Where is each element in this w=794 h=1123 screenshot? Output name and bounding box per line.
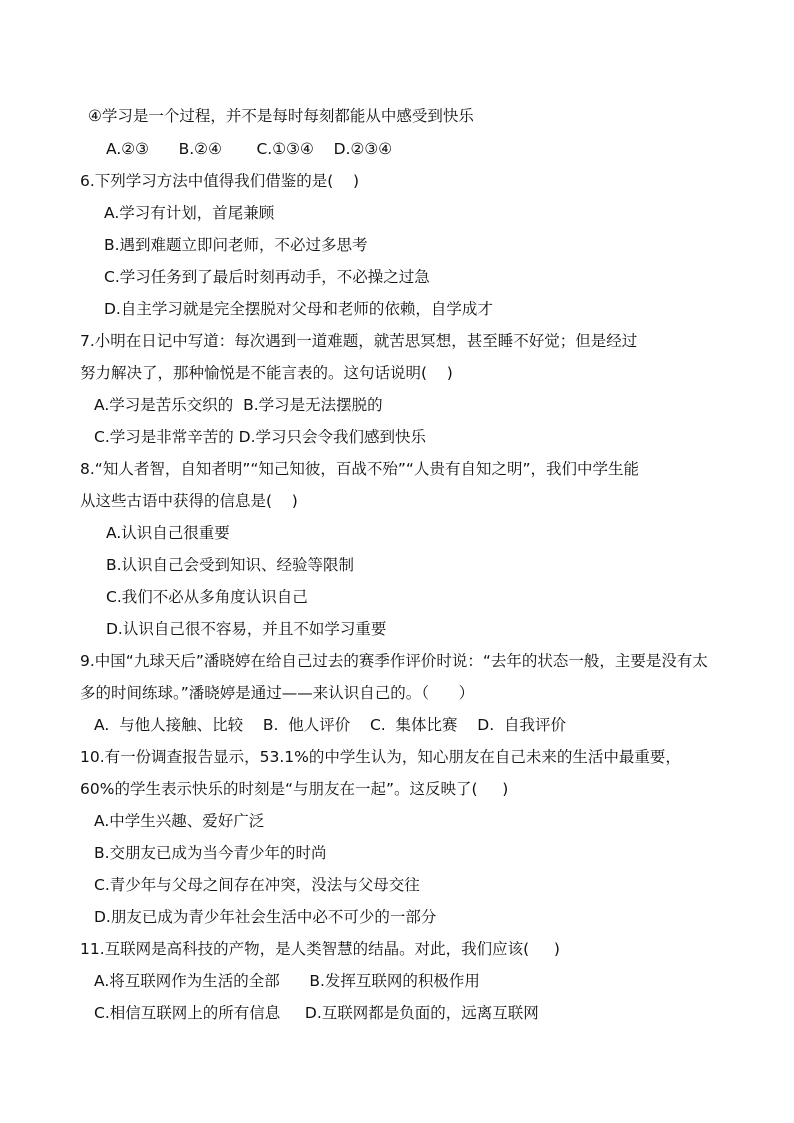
question-7-stem-line-2: 努力解决了，那种愉悦是不能言表的。这句话说明( ) <box>80 364 453 382</box>
question-8-stem-line-2: 从这些古语中获得的信息是( ) <box>80 492 298 510</box>
question-7-options-cd: C.学习是非常辛苦的 D.学习只会令我们感到快乐 <box>94 428 427 446</box>
question-11-options-cd: C.相信互联网上的所有信息 D.互联网都是负面的，远离互联网 <box>94 1004 539 1022</box>
question-10-option-a: A.中学生兴趣、爱好广泛 <box>94 812 265 830</box>
question-10-stem-line-2: 60%的学生表示快乐的时刻是“与朋友在一起”。这反映了( ) <box>80 780 509 798</box>
question-6-stem: 6.下列学习方法中值得我们借鉴的是( ) <box>80 172 360 190</box>
question-10-stem-line-1: 10.有一份调查报告显示，53.1%的中学生认为，知心朋友在自己未来的生活中最重要， <box>80 748 681 766</box>
question-6-option-b: B.遇到难题立即问老师，不必过多思考 <box>104 236 368 254</box>
question-8-option-b: B.认识自己会受到知识、经验等限制 <box>106 556 355 574</box>
question-10-option-d: D.朋友已成为青少年社会生活中必不可少的一部分 <box>94 908 437 926</box>
question-8-option-a: A.认识自己很重要 <box>106 524 230 542</box>
question-11-options-ab: A.将互联网作为生活的全部 B.发挥互联网的积极作用 <box>94 972 480 990</box>
question-10-option-c: C.青少年与父母之间存在冲突，没法与父母交往 <box>94 876 420 894</box>
question-9-stem-line-2: 多的时间练球。”潘晓婷是通过——来认识自己的。（ ） <box>80 684 475 702</box>
question-9-options: A. 与他人接触、比较 B. 他人评价 C. 集体比赛 D. 自我评价 <box>94 716 566 734</box>
question-6-option-c: C.学习任务到了最后时刻再动手，不必操之过急 <box>104 268 430 286</box>
question-10-option-b: B.交朋友已成为当今青少年的时尚 <box>94 844 327 862</box>
question-8-option-d: D.认识自己很不容易，并且不如学习重要 <box>106 620 387 638</box>
question-9-stem-line-1: 9.中国“九球天后”潘晓婷在给自己过去的赛季作评价时说：“去年的状态一般，主要是没有太 <box>80 652 708 670</box>
question-11-stem: 11.互联网是高科技的产物，是人类智慧的结晶。对此，我们应该( ) <box>80 940 560 958</box>
question-7-options-ab: A.学习是苦乐交织的 B.学习是无法摆脱的 <box>94 396 383 414</box>
question-6-option-d: D.自主学习就是完全摆脱对父母和老师的依赖，自学成才 <box>104 300 493 318</box>
question-6-option-a: A.学习有计划，首尾兼顾 <box>104 204 275 222</box>
question-7-stem-line-1: 7.小明在日记中写道：每次遇到一道难题，就苦思冥想，甚至睡不好觉；但是经过 <box>80 332 638 350</box>
question-5-statement-4: ④学习是一个过程，并不是每时每刻都能从中感受到快乐 <box>88 107 474 125</box>
question-8-stem-line-1: 8.“知人者智，自知者明”“知己知彼，百战不殆”“人贵有自知之明”，我们中学生能 <box>80 460 639 478</box>
question-8-option-c: C.我们不必从多角度认识自己 <box>106 588 308 606</box>
question-5-options: A.②③ B.②④ C.①③④ D.②③④ <box>106 140 393 158</box>
